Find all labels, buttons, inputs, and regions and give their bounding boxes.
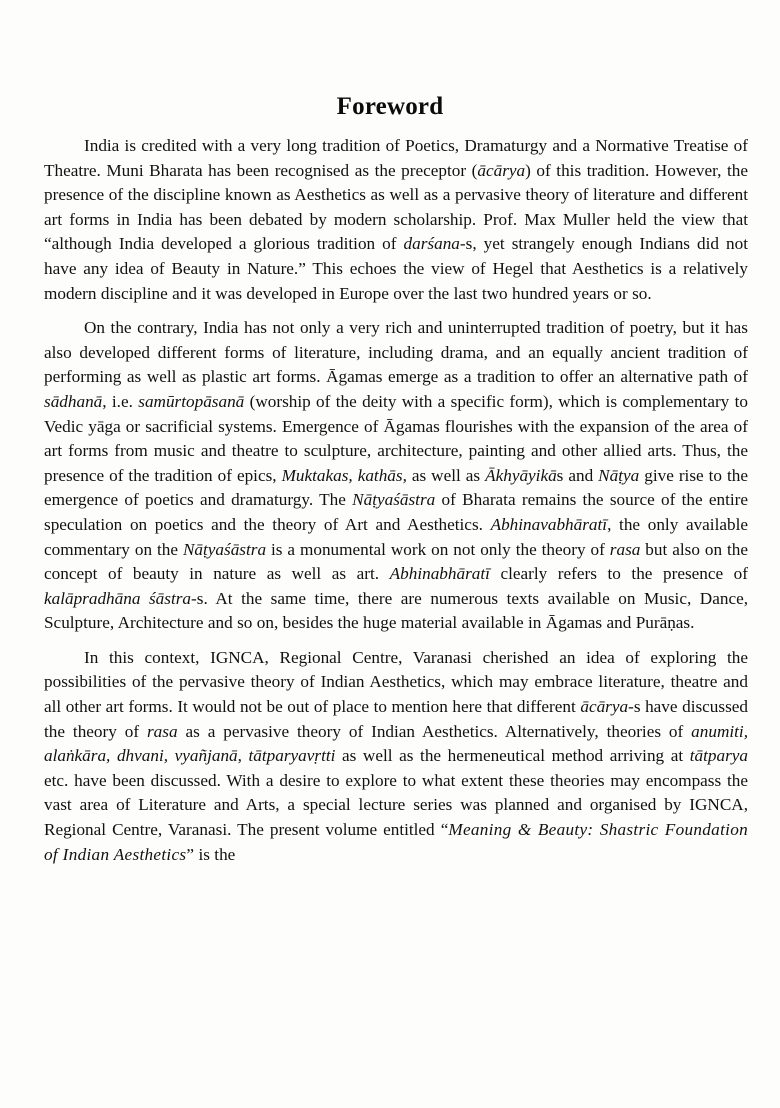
text-run: as a pervasive theory of Indian Aesthetics. Alternatively, theories of <box>177 721 692 741</box>
page-title: Foreword <box>336 92 444 120</box>
text-run: -s have discussed the theory of <box>44 697 748 741</box>
text-run: , the only available commentary on the <box>44 514 748 559</box>
italic-term: ācārya <box>580 697 629 717</box>
italic-term: Nāṭyaśāstra <box>182 539 267 559</box>
italic-term: Abhinavabhāratī <box>490 514 608 534</box>
text-run: India is credited with a very long tradition of Poetics, Dramaturgy and a Normative Treatise of Theatre. Muni Bharata has been recognised as the preceptor ( <box>44 136 748 180</box>
text-run: of Bharata remains the source of the entire speculation on poetics and the theory of Art and Aesthetics. <box>44 490 748 534</box>
paragraph-2 <box>44 316 748 636</box>
text-run: clearly refers to the presence of <box>489 564 748 584</box>
text-run: (worship of the deity with a specific form), which is complementary to Vedic yāga or sacrificial systems. Emergence of Āgamas flourishes with the expansion of the area of art forms from music and theatre to sculpture, architecture, painting and other allied arts. Thus, the presence of the tradition of epics, <box>44 391 748 485</box>
text-run: ” is the <box>186 844 236 864</box>
italic-term: samūrtopāsanā <box>138 391 245 411</box>
text-run: as well as the hermeneutical method arriving at <box>335 746 690 766</box>
italic-term: rasa <box>609 539 641 559</box>
text-run: is a monumental work on not only the theory of <box>266 539 610 559</box>
italic-term: sādhanā <box>44 391 103 411</box>
italic-term: Ākhyāyikā <box>485 465 557 485</box>
text-run: as well as <box>406 465 486 485</box>
text-run: In this context, IGNCA, Regional Centre, Varanasi cherished an idea of exploring the possibilities of the pervasive theory of Indian Aesthetics, which may embrace literature, theatre and all other art forms. It would not be out of place to mention here that different <box>44 647 748 717</box>
text-run: -s. At the same time, there are numerous texts available on Music, Dance, Sculpture, Architecture and so on, besides the huge material available in Āgamas and Purāṇas. <box>44 588 748 633</box>
text-run: etc. have been discussed. With a desire to explore to what extent these theories may encompass the vast area of Literature and Arts, a special lecture series was planned and organised by IGNCA, Regional Centre, Varanasi. The present volume entitled “ <box>44 770 748 840</box>
italic-term: darśana <box>403 234 460 254</box>
italic-term: Nāṭyaśāstra <box>352 490 436 510</box>
text-run: ) of this tradition. However, the presence of the discipline known as Aesthetics as well as a pervasive theory of literature and different art forms in India has been debated by modern scholarship. Prof. Max Muller held the view that “although India developed a glorious tradition of <box>44 160 748 254</box>
body-text-column <box>44 134 748 867</box>
italic-term: Muktakas, kathās, <box>281 465 407 485</box>
italic-term: Nāṭya <box>598 465 640 485</box>
text-run: On the contrary, India has not only a very rich and uninterrupted tradition of poetry, but it has also developed different forms of literature, including drama, and an equally ancient tradition of performing as well as plastic art forms. Āgamas emerge as a tradition to offer an alternative path of <box>44 318 748 387</box>
volume-title: Meaning & Beauty: Shastric Foundation of Indian Aesthetics <box>44 820 749 864</box>
italic-term: tātparya <box>689 746 748 766</box>
text-run: , i.e. <box>102 391 139 411</box>
text-run: but also on the concept of beauty in nature as well as art. <box>44 539 748 584</box>
text-run: -s, yet strangely enough Indians did not have any idea of Beauty in Nature.” This echoes the view of Hegel that Aesthetics is a relatively modern discipline and it was developed in Europe over the last two hundred years or so. <box>44 234 748 303</box>
text-run: give rise to the emergence of poetics and dramaturgy. The <box>44 465 748 510</box>
text-run: s and <box>556 465 599 485</box>
italic-term: ācārya <box>477 160 526 180</box>
italic-term: anumiti, alaṅkāra, dhvani, vyañjanā, tātparyavṛtti <box>44 721 748 766</box>
paragraph-3 <box>44 646 748 867</box>
italic-term: kalāpradhāna śāstra <box>44 588 192 608</box>
paragraph-1 <box>44 134 748 306</box>
italic-term: rasa <box>146 721 178 741</box>
italic-term: Abhinabhāratī <box>389 564 490 584</box>
